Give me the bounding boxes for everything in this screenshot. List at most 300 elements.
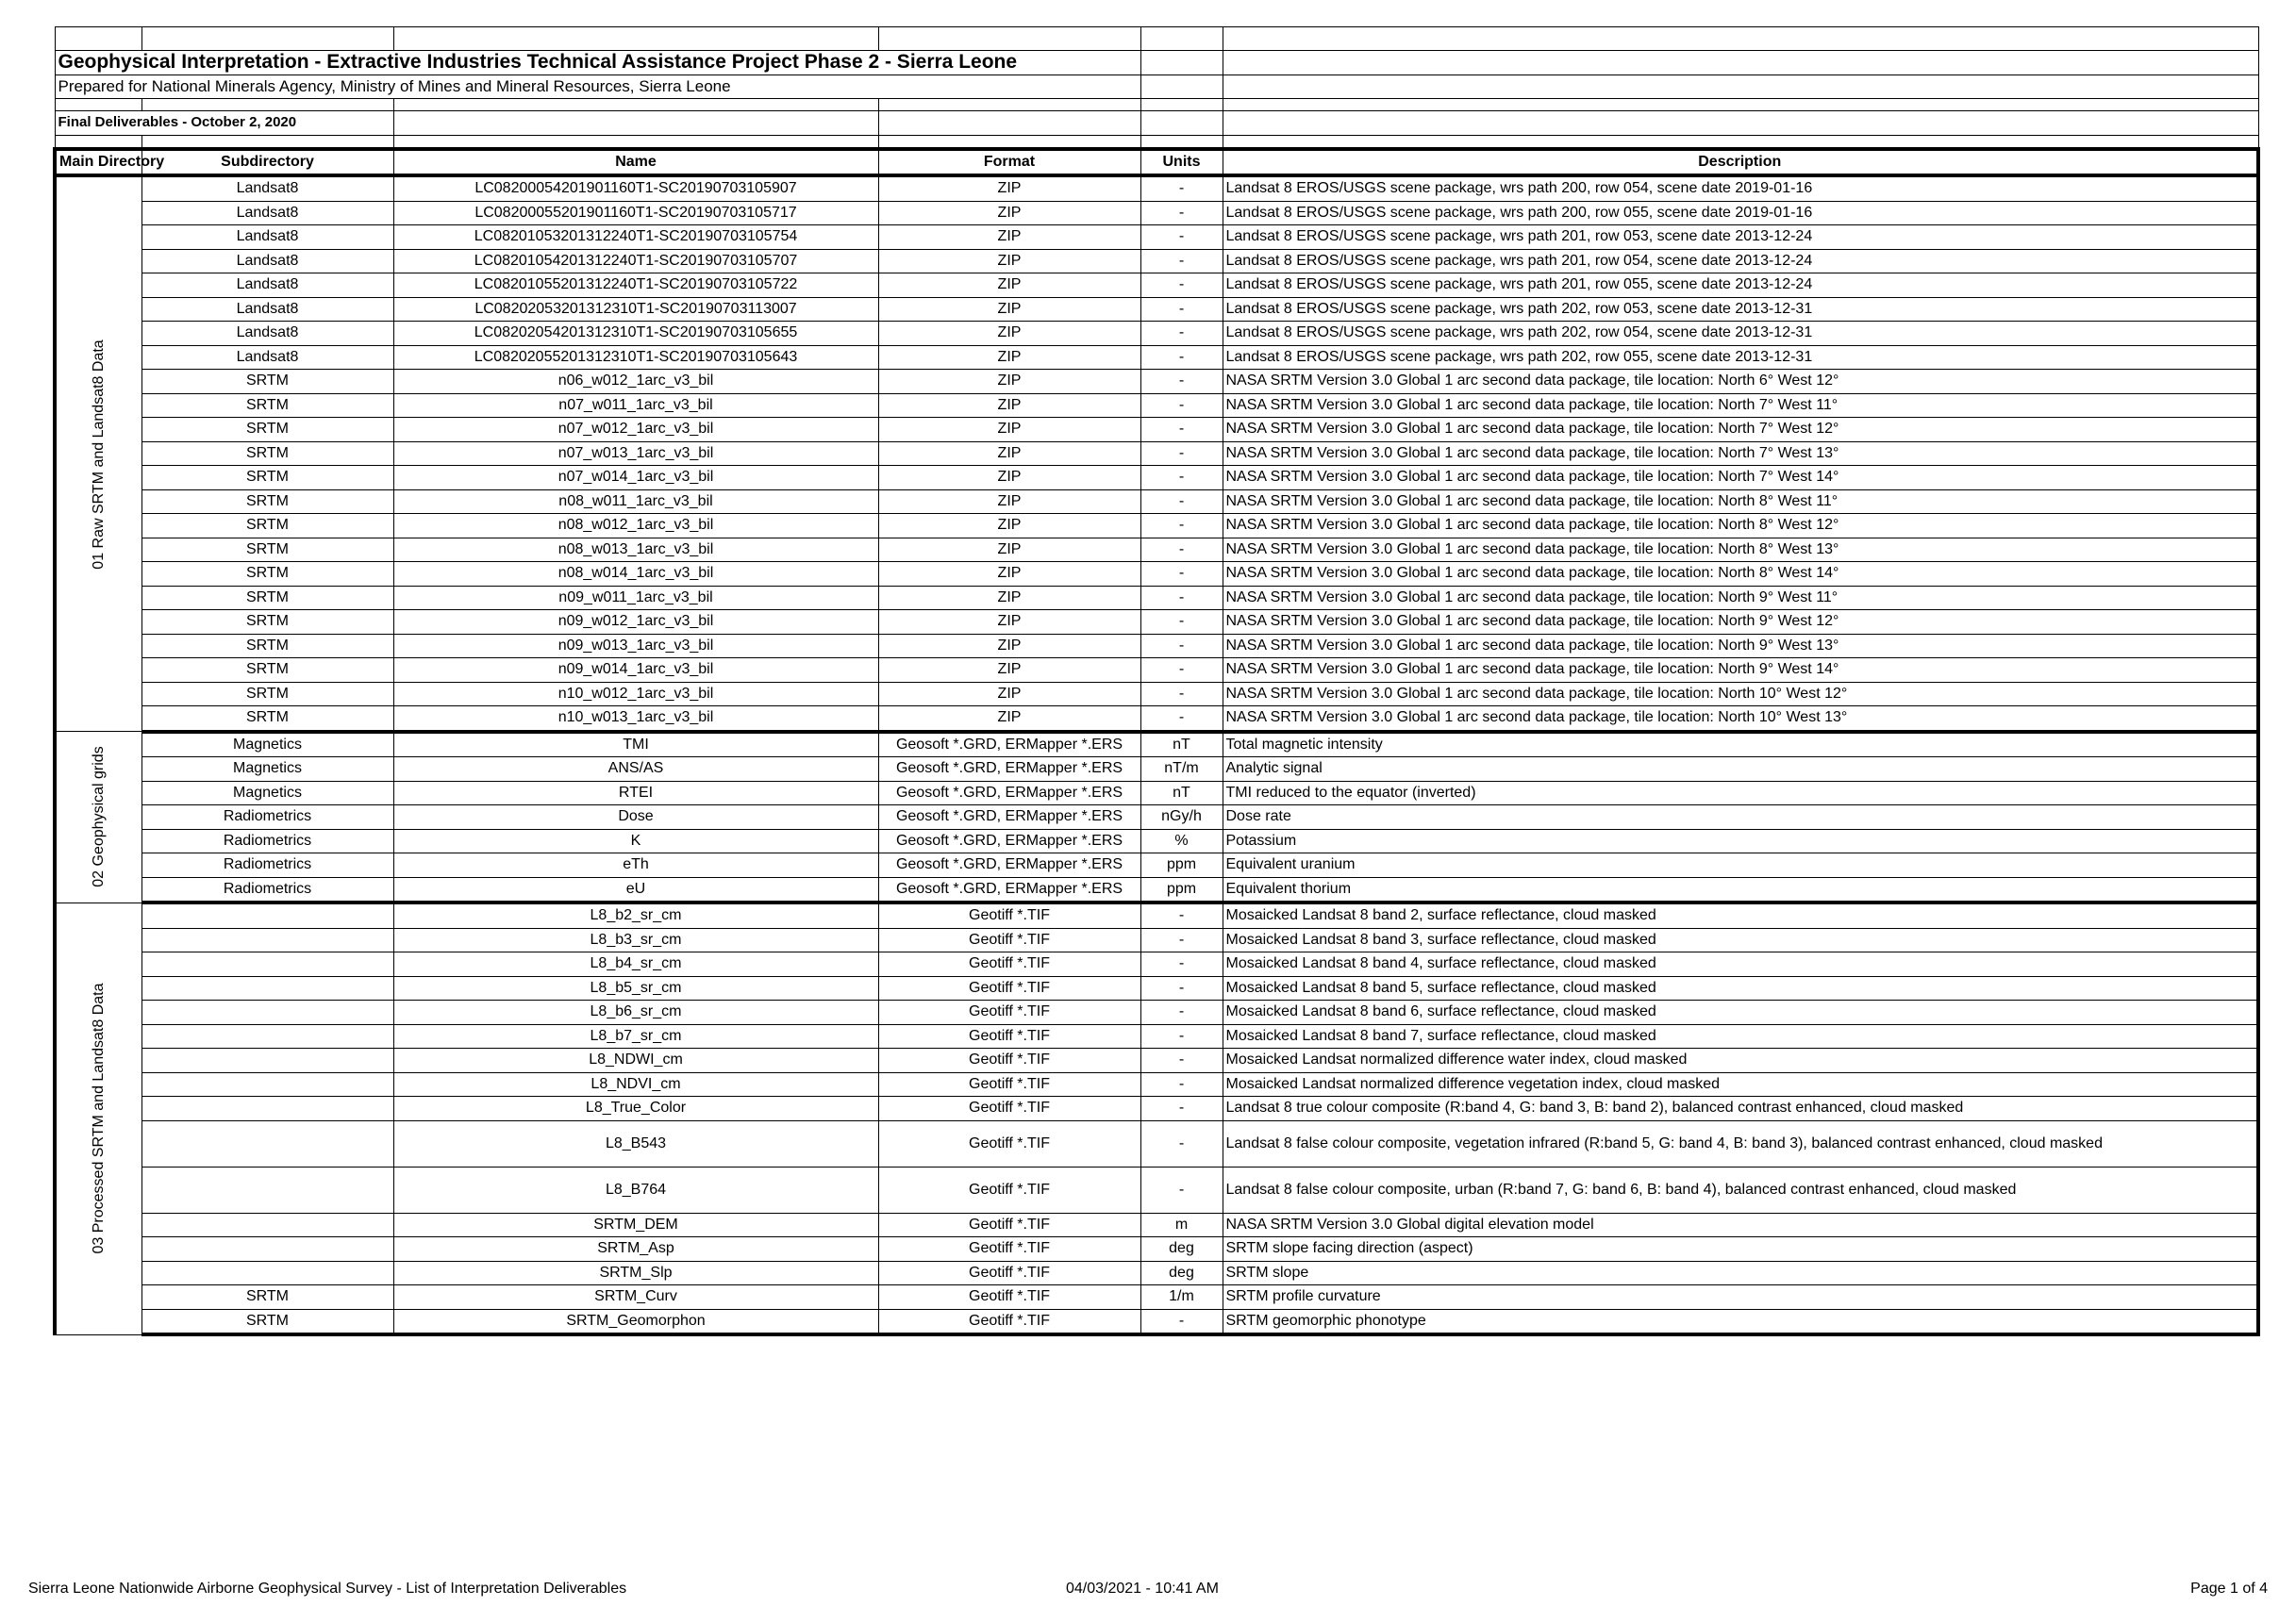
- name-cell: L8_b2_sr_cm: [393, 903, 878, 928]
- description-cell: Mosaicked Landsat 8 band 4, surface reflectance, cloud masked: [1223, 952, 2258, 977]
- table-row: [55, 757, 2258, 782]
- footer-left: Sierra Leone Nationwide Airborne Geophysical Survey - List of Interpretation Deliverables: [28, 1581, 627, 1597]
- description-cell: Mosaicked Landsat normalized difference vegetation index, cloud masked: [1223, 1072, 2258, 1097]
- format-cell: Geosoft *.GRD, ERMapper *.ERS: [878, 805, 1140, 830]
- name-cell: eU: [393, 877, 878, 903]
- format-cell: ZIP: [878, 634, 1140, 658]
- format-cell: Geotiff *.TIF: [878, 928, 1140, 952]
- name-cell: n09_w013_1arc_v3_bil: [393, 634, 878, 658]
- description-cell: NASA SRTM Version 3.0 Global 1 arc second data package, tile location: North 8° West 12°: [1223, 514, 2258, 538]
- name-cell: LC08202053201312310T1-SC20190703113007: [393, 297, 878, 322]
- units-cell: -: [1140, 370, 1223, 394]
- units-cell: -: [1140, 586, 1223, 610]
- units-cell: %: [1140, 829, 1223, 853]
- name-cell: n10_w013_1arc_v3_bil: [393, 706, 878, 732]
- description-cell: TMI reduced to the equator (inverted): [1223, 781, 2258, 805]
- description-cell: Landsat 8 EROS/USGS scene package, wrs path 201, row 053, scene date 2013-12-24: [1223, 225, 2258, 250]
- description-cell: Landsat 8 EROS/USGS scene package, wrs path 200, row 055, scene date 2019-01-16: [1223, 201, 2258, 225]
- format-cell: ZIP: [878, 393, 1140, 418]
- table-row: [55, 1120, 2258, 1167]
- table-row: [55, 538, 2258, 562]
- table-row: [55, 393, 2258, 418]
- subdirectory-cell: SRTM: [141, 370, 393, 394]
- name-cell: LC08200055201901160T1-SC20190703105717: [393, 201, 878, 225]
- units-cell: -: [1140, 1309, 1223, 1334]
- format-cell: Geotiff *.TIF: [878, 952, 1140, 977]
- subdirectory-cell: SRTM: [141, 658, 393, 683]
- table-row: [55, 586, 2258, 610]
- subdirectory-cell: SRTM: [141, 706, 393, 732]
- column-header-row: [55, 149, 2258, 176]
- table-row: [55, 466, 2258, 490]
- subdirectory-cell: [141, 1072, 393, 1097]
- subdirectory-cell: Magnetics: [141, 781, 393, 805]
- description-cell: NASA SRTM Version 3.0 Global 1 arc second data package, tile location: North 9° West 11°: [1223, 586, 2258, 610]
- final-deliverables-row: [55, 111, 2258, 136]
- description-cell: Potassium: [1223, 829, 2258, 853]
- table-row: [55, 562, 2258, 587]
- description-cell: SRTM slope: [1223, 1261, 2258, 1285]
- units-cell: -: [1140, 201, 1223, 225]
- subdirectory-cell: SRTM: [141, 1285, 393, 1310]
- units-cell: -: [1140, 634, 1223, 658]
- format-cell: Geosoft *.GRD, ERMapper *.ERS: [878, 781, 1140, 805]
- subdirectory-cell: SRTM: [141, 1309, 393, 1334]
- footer-center: 04/03/2021 - 10:41 AM: [1066, 1581, 1219, 1597]
- table-row: [55, 1213, 2258, 1237]
- description-cell: SRTM geomorphic phonotype: [1223, 1309, 2258, 1334]
- format-cell: Geotiff *.TIF: [878, 1213, 1140, 1237]
- format-cell: Geotiff *.TIF: [878, 1167, 1140, 1213]
- format-cell: ZIP: [878, 538, 1140, 562]
- description-cell: Landsat 8 EROS/USGS scene package, wrs path 201, row 055, scene date 2013-12-24: [1223, 273, 2258, 298]
- description-cell: NASA SRTM Version 3.0 Global 1 arc second data package, tile location: North 7° West 12°: [1223, 418, 2258, 442]
- subdirectory-cell: SRTM: [141, 466, 393, 490]
- table-row: [55, 1097, 2258, 1121]
- name-cell: n09_w011_1arc_v3_bil: [393, 586, 878, 610]
- units-cell: deg: [1140, 1237, 1223, 1262]
- subdirectory-cell: Landsat8: [141, 225, 393, 250]
- units-cell: ppm: [1140, 877, 1223, 903]
- header-subdirectory: Subdirectory: [141, 149, 393, 176]
- format-cell: Geotiff *.TIF: [878, 1097, 1140, 1121]
- table-row: [55, 249, 2258, 273]
- table-row: [55, 877, 2258, 903]
- units-cell: -: [1140, 1120, 1223, 1167]
- table-row: [55, 322, 2258, 346]
- format-cell: ZIP: [878, 441, 1140, 466]
- table-row: [55, 610, 2258, 635]
- subdirectory-cell: SRTM: [141, 514, 393, 538]
- description-cell: SRTM profile curvature: [1223, 1285, 2258, 1310]
- description-cell: Mosaicked Landsat 8 band 6, surface reflectance, cloud masked: [1223, 1001, 2258, 1025]
- table-row: [55, 928, 2258, 952]
- name-cell: LC08201053201312240T1-SC20190703105754: [393, 225, 878, 250]
- table-row: [55, 489, 2258, 514]
- name-cell: LC08202055201312310T1-SC20190703105643: [393, 345, 878, 370]
- name-cell: SRTM_Curv: [393, 1285, 878, 1310]
- name-cell: eTh: [393, 853, 878, 878]
- description-cell: NASA SRTM Version 3.0 Global 1 arc second data package, tile location: North 8° West 11°: [1223, 489, 2258, 514]
- name-cell: L8_b5_sr_cm: [393, 976, 878, 1001]
- name-cell: L8_b4_sr_cm: [393, 952, 878, 977]
- subdirectory-cell: SRTM: [141, 586, 393, 610]
- name-cell: n07_w011_1arc_v3_bil: [393, 393, 878, 418]
- units-cell: -: [1140, 1049, 1223, 1073]
- units-cell: -: [1140, 345, 1223, 370]
- units-cell: -: [1140, 418, 1223, 442]
- name-cell: SRTM_Slp: [393, 1261, 878, 1285]
- format-cell: ZIP: [878, 297, 1140, 322]
- name-cell: n06_w012_1arc_v3_bil: [393, 370, 878, 394]
- subdirectory-cell: [141, 928, 393, 952]
- description-cell: Analytic signal: [1223, 757, 2258, 782]
- prepared-for-text: Prepared for National Minerals Agency, Ministry of Mines and Mineral Resources, Sierra Leone: [55, 75, 1140, 99]
- description-cell: Landsat 8 true colour composite (R:band 4, G: band 3, B: band 2), balanced contrast enhanced, cloud masked: [1223, 1097, 2258, 1121]
- units-cell: -: [1140, 466, 1223, 490]
- units-cell: -: [1140, 538, 1223, 562]
- format-cell: ZIP: [878, 706, 1140, 732]
- table-row: [55, 1309, 2258, 1334]
- main-directory-label: 03 Processed SRTM and Landsat8 Data: [90, 983, 107, 1254]
- description-cell: Dose rate: [1223, 805, 2258, 830]
- table-row: [55, 418, 2258, 442]
- header-description: Description: [1223, 149, 2258, 176]
- table-row: [55, 634, 2258, 658]
- description-cell: Landsat 8 EROS/USGS scene package, wrs path 201, row 054, scene date 2013-12-24: [1223, 249, 2258, 273]
- table-row: [55, 201, 2258, 225]
- description-cell: NASA SRTM Version 3.0 Global 1 arc second data package, tile location: North 10° West 12°: [1223, 682, 2258, 706]
- deliverables-table: [53, 26, 2260, 1336]
- name-cell: L8_B543: [393, 1120, 878, 1167]
- description-cell: Landsat 8 EROS/USGS scene package, wrs path 202, row 054, scene date 2013-12-31: [1223, 322, 2258, 346]
- format-cell: ZIP: [878, 562, 1140, 587]
- name-cell: L8_NDWI_cm: [393, 1049, 878, 1073]
- units-cell: -: [1140, 175, 1223, 201]
- format-cell: Geotiff *.TIF: [878, 976, 1140, 1001]
- name-cell: Dose: [393, 805, 878, 830]
- table-row: [55, 297, 2258, 322]
- units-cell: -: [1140, 489, 1223, 514]
- footer-page-number: Page 1 of 4: [2190, 1581, 2268, 1597]
- description-cell: NASA SRTM Version 3.0 Global 1 arc second data package, tile location: North 7° West 13°: [1223, 441, 2258, 466]
- subdirectory-cell: [141, 1261, 393, 1285]
- units-cell: -: [1140, 1167, 1223, 1213]
- name-cell: n08_w013_1arc_v3_bil: [393, 538, 878, 562]
- table-row: [55, 345, 2258, 370]
- table-row: [55, 805, 2258, 830]
- name-cell: LC08200054201901160T1-SC20190703105907: [393, 175, 878, 201]
- main-directory-cell: [55, 732, 141, 903]
- format-cell: ZIP: [878, 658, 1140, 683]
- name-cell: SRTM_Geomorphon: [393, 1309, 878, 1334]
- format-cell: Geosoft *.GRD, ERMapper *.ERS: [878, 757, 1140, 782]
- title-row: [55, 51, 2258, 75]
- description-cell: NASA SRTM Version 3.0 Global 1 arc second data package, tile location: North 9° West 14°: [1223, 658, 2258, 683]
- table-row: [55, 514, 2258, 538]
- units-cell: -: [1140, 1024, 1223, 1049]
- name-cell: n07_w013_1arc_v3_bil: [393, 441, 878, 466]
- name-cell: n07_w014_1arc_v3_bil: [393, 466, 878, 490]
- format-cell: ZIP: [878, 610, 1140, 635]
- name-cell: L8_b3_sr_cm: [393, 928, 878, 952]
- header-format: Format: [878, 149, 1140, 176]
- subdirectory-cell: Landsat8: [141, 273, 393, 298]
- units-cell: -: [1140, 393, 1223, 418]
- format-cell: Geotiff *.TIF: [878, 1285, 1140, 1310]
- subdirectory-cell: Radiometrics: [141, 829, 393, 853]
- name-cell: SRTM_Asp: [393, 1237, 878, 1262]
- table-row: [55, 1001, 2258, 1025]
- name-cell: n09_w014_1arc_v3_bil: [393, 658, 878, 683]
- table-row: [55, 1285, 2258, 1310]
- header-units: Units: [1140, 149, 1223, 176]
- subdirectory-cell: SRTM: [141, 634, 393, 658]
- format-cell: ZIP: [878, 418, 1140, 442]
- format-cell: Geotiff *.TIF: [878, 903, 1140, 928]
- description-cell: NASA SRTM Version 3.0 Global 1 arc second data package, tile location: North 6° West 12°: [1223, 370, 2258, 394]
- description-cell: NASA SRTM Version 3.0 Global 1 arc second data package, tile location: North 8° West 14°: [1223, 562, 2258, 587]
- format-cell: ZIP: [878, 370, 1140, 394]
- name-cell: ANS/AS: [393, 757, 878, 782]
- table-row: [55, 853, 2258, 878]
- description-cell: Mosaicked Landsat 8 band 2, surface reflectance, cloud masked: [1223, 903, 2258, 928]
- units-cell: nGy/h: [1140, 805, 1223, 830]
- name-cell: LC08201055201312240T1-SC20190703105722: [393, 273, 878, 298]
- format-cell: ZIP: [878, 273, 1140, 298]
- main-directory-label: 01 Raw SRTM and Landsat8 Data: [90, 339, 107, 570]
- units-cell: nT/m: [1140, 757, 1223, 782]
- units-cell: -: [1140, 928, 1223, 952]
- format-cell: Geotiff *.TIF: [878, 1024, 1140, 1049]
- blank-row: [55, 99, 2258, 111]
- main-directory-label: 02 Geophysical grids: [90, 746, 107, 887]
- subdirectory-cell: [141, 903, 393, 928]
- format-cell: Geotiff *.TIF: [878, 1120, 1140, 1167]
- subdirectory-cell: SRTM: [141, 393, 393, 418]
- description-cell: Landsat 8 EROS/USGS scene package, wrs path 202, row 053, scene date 2013-12-31: [1223, 297, 2258, 322]
- table-row: [55, 658, 2258, 683]
- subdirectory-cell: [141, 976, 393, 1001]
- name-cell: L8_True_Color: [393, 1097, 878, 1121]
- format-cell: Geosoft *.GRD, ERMapper *.ERS: [878, 732, 1140, 757]
- units-cell: -: [1140, 514, 1223, 538]
- format-cell: ZIP: [878, 249, 1140, 273]
- table-row: [55, 976, 2258, 1001]
- units-cell: -: [1140, 658, 1223, 683]
- table-row: [55, 175, 2258, 201]
- table-row: [55, 1237, 2258, 1262]
- subdirectory-cell: [141, 1049, 393, 1073]
- name-cell: n10_w012_1arc_v3_bil: [393, 682, 878, 706]
- units-cell: -: [1140, 441, 1223, 466]
- subdirectory-cell: Landsat8: [141, 322, 393, 346]
- name-cell: L8_B764: [393, 1167, 878, 1213]
- subdirectory-cell: Radiometrics: [141, 805, 393, 830]
- subdirectory-cell: SRTM: [141, 441, 393, 466]
- table-row: [55, 1049, 2258, 1073]
- subdirectory-cell: Landsat8: [141, 201, 393, 225]
- subdirectory-cell: Radiometrics: [141, 853, 393, 878]
- subdirectory-cell: Magnetics: [141, 732, 393, 757]
- main-directory-cell: [55, 175, 141, 732]
- subdirectory-cell: Landsat8: [141, 345, 393, 370]
- name-cell: n08_w014_1arc_v3_bil: [393, 562, 878, 587]
- subdirectory-cell: [141, 1120, 393, 1167]
- name-cell: L8_b7_sr_cm: [393, 1024, 878, 1049]
- name-cell: LC08202054201312310T1-SC20190703105655: [393, 322, 878, 346]
- subdirectory-cell: Landsat8: [141, 249, 393, 273]
- table-row: [55, 370, 2258, 394]
- format-cell: ZIP: [878, 466, 1140, 490]
- format-cell: Geotiff *.TIF: [878, 1001, 1140, 1025]
- description-cell: Landsat 8 false colour composite, vegetation infrared (R:band 5, G: band 4, B: band 3), balanced contrast enhanced, cloud masked: [1223, 1120, 2258, 1167]
- subdirectory-cell: [141, 1001, 393, 1025]
- document-title: Geophysical Interpretation - Extractive Industries Technical Assistance Project Phase 2 - Sierra Leone: [55, 51, 1140, 75]
- format-cell: ZIP: [878, 586, 1140, 610]
- name-cell: n07_w012_1arc_v3_bil: [393, 418, 878, 442]
- name-cell: L8_NDVI_cm: [393, 1072, 878, 1097]
- units-cell: 1/m: [1140, 1285, 1223, 1310]
- description-cell: NASA SRTM Version 3.0 Global 1 arc second data package, tile location: North 7° West 11°: [1223, 393, 2258, 418]
- description-cell: Mosaicked Landsat 8 band 3, surface reflectance, cloud masked: [1223, 928, 2258, 952]
- prepared-for-row: [55, 75, 2258, 99]
- blank-row: [55, 27, 2258, 51]
- units-cell: ppm: [1140, 853, 1223, 878]
- subdirectory-cell: SRTM: [141, 418, 393, 442]
- subdirectory-cell: [141, 1097, 393, 1121]
- page-footer: [28, 1581, 2268, 1603]
- units-cell: nT: [1140, 732, 1223, 757]
- units-cell: m: [1140, 1213, 1223, 1237]
- table-row: [55, 1167, 2258, 1213]
- name-cell: K: [393, 829, 878, 853]
- subdirectory-cell: Magnetics: [141, 757, 393, 782]
- table-row: [55, 1024, 2258, 1049]
- units-cell: -: [1140, 562, 1223, 587]
- description-cell: Mosaicked Landsat 8 band 5, surface reflectance, cloud masked: [1223, 976, 2258, 1001]
- final-deliverables-date: Final Deliverables - October 2, 2020: [55, 111, 393, 136]
- description-cell: Landsat 8 EROS/USGS scene package, wrs path 200, row 054, scene date 2019-01-16: [1223, 175, 2258, 201]
- description-cell: Equivalent uranium: [1223, 853, 2258, 878]
- table-row: [55, 441, 2258, 466]
- description-cell: NASA SRTM Version 3.0 Global 1 arc second data package, tile location: North 9° West 13°: [1223, 634, 2258, 658]
- name-cell: SRTM_DEM: [393, 1213, 878, 1237]
- format-cell: Geotiff *.TIF: [878, 1309, 1140, 1334]
- units-cell: -: [1140, 225, 1223, 250]
- header-name: Name: [393, 149, 878, 176]
- format-cell: Geotiff *.TIF: [878, 1261, 1140, 1285]
- description-cell: NASA SRTM Version 3.0 Global 1 arc second data package, tile location: North 8° West 13°: [1223, 538, 2258, 562]
- format-cell: Geotiff *.TIF: [878, 1237, 1140, 1262]
- units-cell: -: [1140, 682, 1223, 706]
- table-row: [55, 682, 2258, 706]
- table-row: [55, 952, 2258, 977]
- subdirectory-cell: SRTM: [141, 562, 393, 587]
- name-cell: n09_w012_1arc_v3_bil: [393, 610, 878, 635]
- description-cell: NASA SRTM Version 3.0 Global 1 arc second data package, tile location: North 9° West 12°: [1223, 610, 2258, 635]
- units-cell: -: [1140, 610, 1223, 635]
- description-cell: Mosaicked Landsat normalized difference water index, cloud masked: [1223, 1049, 2258, 1073]
- units-cell: -: [1140, 297, 1223, 322]
- format-cell: Geotiff *.TIF: [878, 1049, 1140, 1073]
- name-cell: TMI: [393, 732, 878, 757]
- format-cell: Geosoft *.GRD, ERMapper *.ERS: [878, 829, 1140, 853]
- units-cell: -: [1140, 1072, 1223, 1097]
- table-row: [55, 225, 2258, 250]
- description-cell: NASA SRTM Version 3.0 Global 1 arc second data package, tile location: North 7° West 14°: [1223, 466, 2258, 490]
- main-directory-cell: [55, 903, 141, 1334]
- blank-row: [55, 135, 2258, 149]
- name-cell: RTEI: [393, 781, 878, 805]
- units-cell: -: [1140, 249, 1223, 273]
- name-cell: n08_w011_1arc_v3_bil: [393, 489, 878, 514]
- description-cell: Landsat 8 false colour composite, urban (R:band 7, G: band 6, B: band 4), balanced contrast enhanced, cloud masked: [1223, 1167, 2258, 1213]
- units-cell: nT: [1140, 781, 1223, 805]
- format-cell: ZIP: [878, 489, 1140, 514]
- description-cell: NASA SRTM Version 3.0 Global 1 arc second data package, tile location: North 10° West 13°: [1223, 706, 2258, 732]
- format-cell: ZIP: [878, 175, 1140, 201]
- table-row: [55, 1072, 2258, 1097]
- format-cell: ZIP: [878, 322, 1140, 346]
- units-cell: -: [1140, 1001, 1223, 1025]
- table-row: [55, 781, 2258, 805]
- format-cell: Geosoft *.GRD, ERMapper *.ERS: [878, 877, 1140, 903]
- subdirectory-cell: SRTM: [141, 538, 393, 562]
- name-cell: LC08201054201312240T1-SC20190703105707: [393, 249, 878, 273]
- units-cell: -: [1140, 976, 1223, 1001]
- table-row: [55, 829, 2258, 853]
- description-cell: Landsat 8 EROS/USGS scene package, wrs path 202, row 055, scene date 2013-12-31: [1223, 345, 2258, 370]
- format-cell: ZIP: [878, 514, 1140, 538]
- format-cell: ZIP: [878, 345, 1140, 370]
- format-cell: ZIP: [878, 682, 1140, 706]
- name-cell: n08_w012_1arc_v3_bil: [393, 514, 878, 538]
- table-row: [55, 706, 2258, 732]
- subdirectory-cell: SRTM: [141, 610, 393, 635]
- format-cell: ZIP: [878, 201, 1140, 225]
- subdirectory-cell: [141, 1167, 393, 1213]
- units-cell: -: [1140, 322, 1223, 346]
- subdirectory-cell: SRTM: [141, 489, 393, 514]
- units-cell: -: [1140, 903, 1223, 928]
- subdirectory-cell: [141, 1024, 393, 1049]
- units-cell: -: [1140, 952, 1223, 977]
- description-cell: Equivalent thorium: [1223, 877, 2258, 903]
- header-main-directory: Main Directory: [55, 149, 141, 176]
- name-cell: L8_b6_sr_cm: [393, 1001, 878, 1025]
- table-row: [55, 1261, 2258, 1285]
- subdirectory-cell: Landsat8: [141, 297, 393, 322]
- format-cell: Geosoft *.GRD, ERMapper *.ERS: [878, 853, 1140, 878]
- table-row: [55, 732, 2258, 757]
- description-cell: NASA SRTM Version 3.0 Global digital elevation model: [1223, 1213, 2258, 1237]
- table-row: [55, 273, 2258, 298]
- units-cell: deg: [1140, 1261, 1223, 1285]
- description-cell: Mosaicked Landsat 8 band 7, surface reflectance, cloud masked: [1223, 1024, 2258, 1049]
- units-cell: -: [1140, 1097, 1223, 1121]
- deliverables-sheet: [53, 26, 2256, 1336]
- subdirectory-cell: [141, 952, 393, 977]
- subdirectory-cell: Radiometrics: [141, 877, 393, 903]
- subdirectory-cell: [141, 1213, 393, 1237]
- table-row: [55, 903, 2258, 928]
- subdirectory-cell: SRTM: [141, 682, 393, 706]
- description-cell: SRTM slope facing direction (aspect): [1223, 1237, 2258, 1262]
- subdirectory-cell: Landsat8: [141, 175, 393, 201]
- format-cell: Geotiff *.TIF: [878, 1072, 1140, 1097]
- subdirectory-cell: [141, 1237, 393, 1262]
